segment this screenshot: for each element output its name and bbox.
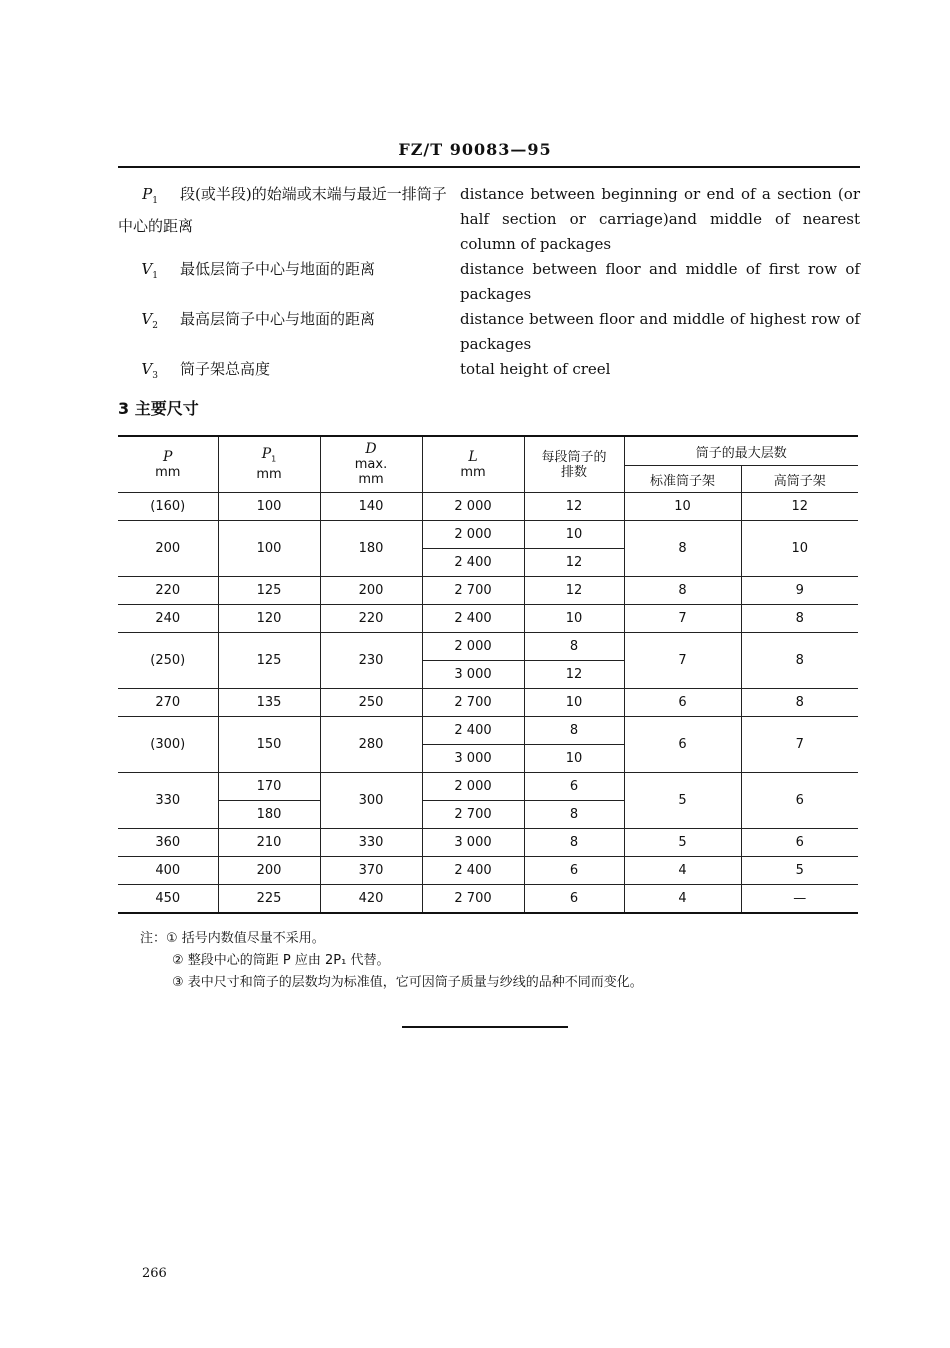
table-cell: 2 000: [422, 773, 524, 801]
table-cell: 200: [320, 577, 422, 605]
table-cell: 220: [320, 605, 422, 633]
col-header-p: P mm: [118, 436, 218, 493]
col-header-l: L mm: [422, 436, 524, 493]
table-cell: 150: [218, 717, 320, 773]
table-cell: 3 000: [422, 661, 524, 689]
table-cell: 240: [118, 605, 218, 633]
table-cell: 230: [320, 633, 422, 689]
col-header-high: 高筒子架: [741, 466, 858, 493]
table-cell: 10: [524, 689, 624, 717]
table-cell: 125: [218, 633, 320, 689]
table-row: [118, 885, 858, 914]
table-cell: 2 700: [422, 885, 524, 914]
table-cell: 360: [118, 829, 218, 857]
symbol: $V_3$: [141, 360, 158, 381]
col-header-layers: 筒子的最大层数: [624, 436, 858, 466]
table-cell: 3 000: [422, 829, 524, 857]
table-cell: 8: [741, 605, 858, 633]
table-row: [118, 689, 858, 717]
table-cell: 280: [320, 717, 422, 773]
table-cell: 120: [218, 605, 320, 633]
table-row: [118, 717, 858, 745]
table-cell: 2 000: [422, 633, 524, 661]
table-cell: 6: [624, 717, 741, 773]
table-cell: 370: [320, 857, 422, 885]
table-cell: 5: [624, 829, 741, 857]
table-cell: 4: [624, 857, 741, 885]
symbol: $P_1$: [142, 185, 158, 206]
table-cell: 400: [118, 857, 218, 885]
dimensions-table: [118, 435, 858, 914]
table-cell: 125: [218, 577, 320, 605]
table-cell: 2 400: [422, 605, 524, 633]
definition-zh: 筒子架总高度: [180, 360, 271, 378]
definition-en: distance between floor and middle of first row of packages: [460, 260, 860, 303]
table-cell: 12: [524, 577, 624, 605]
table-cell: 200: [118, 521, 218, 577]
table-cell: 100: [218, 521, 320, 577]
table-cell: 2 700: [422, 689, 524, 717]
table-cell: 135: [218, 689, 320, 717]
col-header-standard: 标准筒子架: [624, 466, 741, 493]
definition-en: total height of creel: [460, 360, 611, 378]
definition-zh: 段(或半段)的始端或末端与最近一排筒子中心的距离: [118, 185, 447, 235]
table-cell: 12: [524, 493, 624, 521]
table-cell: 10: [524, 605, 624, 633]
table-cell: 7: [624, 633, 741, 689]
table-cell: 2 400: [422, 857, 524, 885]
note-3: ③ 表中尺寸和筒子的层数均为标准值，它可因筒子质量与纱线的品种不同而变化。: [172, 975, 643, 990]
table-cell: 6: [741, 829, 858, 857]
header-rule: [118, 166, 860, 168]
table-cell: 420: [320, 885, 422, 914]
table-row: [118, 829, 858, 857]
table-cell: (250): [118, 633, 218, 689]
table-cell: 8: [524, 801, 624, 829]
table-cell: —: [741, 885, 858, 914]
table-cell: 5: [741, 857, 858, 885]
table-cell: 2 000: [422, 493, 524, 521]
table-cell: 4: [624, 885, 741, 914]
definition-v1: [118, 257, 860, 307]
table-notes: [140, 928, 643, 994]
col-header-d: D max. mm: [320, 436, 422, 493]
table-cell: 6: [741, 773, 858, 829]
symbol: $V_1$: [141, 260, 158, 281]
table-cell: 250: [320, 689, 422, 717]
table-cell: 6: [524, 885, 624, 914]
table-cell: 140: [320, 493, 422, 521]
table-row: [118, 493, 858, 521]
table-cell: 100: [218, 493, 320, 521]
table-cell: 8: [624, 577, 741, 605]
table-cell: 12: [524, 661, 624, 689]
table-row: [118, 605, 858, 633]
note-1: 注：① 括号内数值尽量不采用。: [140, 931, 325, 946]
table-cell: 12: [741, 493, 858, 521]
table-cell: 10: [741, 521, 858, 577]
note-2: ② 整段中心的筒距 P 应由 2P₁ 代替。: [172, 953, 390, 968]
table-cell: 300: [320, 773, 422, 829]
col-header-rows: 每段筒子的 排数: [524, 436, 624, 493]
definition-en: distance between beginning or end of a section (or half section or carriage)and middle of nearest column of packages: [460, 185, 860, 253]
table-cell: 330: [118, 773, 218, 829]
symbol: $V_2$: [141, 310, 158, 331]
table-header-row: [118, 436, 858, 466]
table-cell: 270: [118, 689, 218, 717]
table-row: [118, 521, 858, 549]
table-cell: 2 700: [422, 577, 524, 605]
table-cell: 200: [218, 857, 320, 885]
definition-en: distance between floor and middle of highest row of packages: [460, 310, 860, 353]
definitions-list: [118, 182, 860, 389]
table-cell: 2 000: [422, 521, 524, 549]
table-cell: 330: [320, 829, 422, 857]
col-header-p1: $P_1$ mm: [218, 436, 320, 493]
table-row: [118, 857, 858, 885]
table-cell: 8: [524, 829, 624, 857]
definition-zh: 最低层筒子中心与地面的距离: [180, 260, 376, 278]
definition-v2: [118, 307, 860, 357]
table-row: [118, 773, 858, 801]
table-cell: 210: [218, 829, 320, 857]
table-cell: 8: [524, 717, 624, 745]
table-cell: 10: [624, 493, 741, 521]
table-cell: 2 400: [422, 717, 524, 745]
definition-zh: 最高层筒子中心与地面的距离: [180, 310, 376, 328]
table-cell: 8: [741, 633, 858, 689]
table-cell: 8: [624, 521, 741, 577]
table-cell: 180: [218, 801, 320, 829]
table-cell: 6: [524, 773, 624, 801]
table-cell: 225: [218, 885, 320, 914]
definition-p1: [118, 182, 860, 257]
table-cell: (300): [118, 717, 218, 773]
table-row: [118, 577, 858, 605]
section-title: 3 主要尺寸: [118, 399, 199, 418]
end-rule: [402, 1026, 568, 1028]
table-cell: 8: [524, 633, 624, 661]
table-cell: 2 400: [422, 549, 524, 577]
table-cell: 180: [320, 521, 422, 577]
table-cell: 6: [524, 857, 624, 885]
table-cell: 220: [118, 577, 218, 605]
table-cell: 10: [524, 521, 624, 549]
standard-code: FZ/T 90083—95: [398, 140, 552, 159]
table-cell: 12: [524, 549, 624, 577]
table-cell: 8: [741, 689, 858, 717]
page-number: 266: [142, 1266, 167, 1281]
table-cell: 10: [524, 745, 624, 773]
definition-v3: [118, 357, 860, 389]
table-cell: 9: [741, 577, 858, 605]
table-cell: 7: [624, 605, 741, 633]
table-row: [118, 633, 858, 661]
table-cell: 5: [624, 773, 741, 829]
table-cell: 7: [741, 717, 858, 773]
table-cell: 450: [118, 885, 218, 914]
table-cell: 170: [218, 773, 320, 801]
table-cell: 3 000: [422, 745, 524, 773]
table-cell: 2 700: [422, 801, 524, 829]
table-cell: (160): [118, 493, 218, 521]
table-cell: 6: [624, 689, 741, 717]
